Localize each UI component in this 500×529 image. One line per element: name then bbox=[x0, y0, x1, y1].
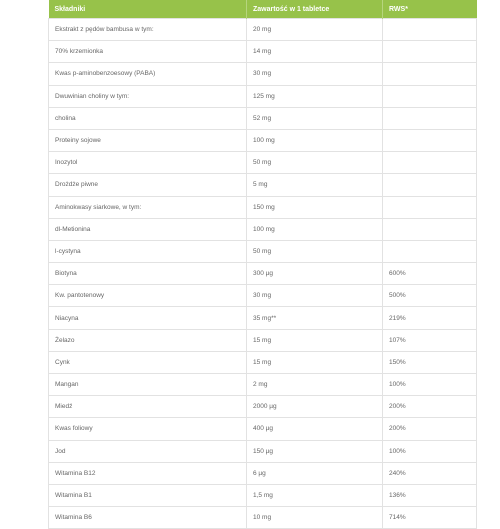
table-row bbox=[49, 85, 477, 107]
rws-cell bbox=[383, 152, 477, 174]
ingredient-cell: Kwas p-aminobenzoesowy (PABA) bbox=[49, 63, 247, 85]
rws-cell: 136% bbox=[383, 484, 477, 506]
table-row bbox=[49, 374, 477, 396]
ingredient-cell: Kw. pantotenowy bbox=[49, 285, 247, 307]
ingredient-cell: dl-Metionina bbox=[49, 218, 247, 240]
amount-cell: 150 mg bbox=[247, 196, 383, 218]
table-row bbox=[49, 263, 477, 285]
rws-cell: 200% bbox=[383, 418, 477, 440]
ingredient-cell: Dwuwinian choliny w tym: bbox=[49, 85, 247, 107]
ingredients-table bbox=[48, 0, 477, 529]
amount-cell: 20 mg bbox=[247, 19, 383, 41]
header-rws: RWS* bbox=[383, 0, 477, 19]
amount-cell: 30 mg bbox=[247, 63, 383, 85]
rws-cell bbox=[383, 174, 477, 196]
ingredient-cell: Witamina B12 bbox=[49, 462, 247, 484]
table-body bbox=[49, 19, 477, 529]
table-row bbox=[49, 351, 477, 373]
table-row bbox=[49, 63, 477, 85]
rws-cell bbox=[383, 63, 477, 85]
amount-cell: 100 mg bbox=[247, 129, 383, 151]
header-ingredients: Składniki bbox=[49, 0, 247, 19]
table-row bbox=[49, 196, 477, 218]
rws-cell: 107% bbox=[383, 329, 477, 351]
rws-cell: 240% bbox=[383, 462, 477, 484]
amount-cell: 1,5 mg bbox=[247, 484, 383, 506]
ingredient-cell: Inozytol bbox=[49, 152, 247, 174]
rws-cell bbox=[383, 41, 477, 63]
ingredient-cell: l-cystyna bbox=[49, 240, 247, 262]
amount-cell: 52 mg bbox=[247, 107, 383, 129]
table-row bbox=[49, 440, 477, 462]
amount-cell: 2 mg bbox=[247, 374, 383, 396]
rws-cell: 714% bbox=[383, 507, 477, 529]
rws-cell: 200% bbox=[383, 396, 477, 418]
rws-cell bbox=[383, 129, 477, 151]
rws-cell bbox=[383, 196, 477, 218]
table-row bbox=[49, 307, 477, 329]
ingredient-cell: Mangan bbox=[49, 374, 247, 396]
ingredient-cell: Aminokwasy siarkowe, w tym: bbox=[49, 196, 247, 218]
rws-cell: 500% bbox=[383, 285, 477, 307]
rws-cell: 600% bbox=[383, 263, 477, 285]
amount-cell: 10 mg bbox=[247, 507, 383, 529]
amount-cell: 14 mg bbox=[247, 41, 383, 63]
table-row bbox=[49, 285, 477, 307]
ingredient-cell: Witamina B1 bbox=[49, 484, 247, 506]
amount-cell: 2000 µg bbox=[247, 396, 383, 418]
ingredient-cell: Proteiny sojowe bbox=[49, 129, 247, 151]
ingredient-cell: Witamina B6 bbox=[49, 507, 247, 529]
rws-cell bbox=[383, 85, 477, 107]
table-row bbox=[49, 174, 477, 196]
table-row bbox=[49, 129, 477, 151]
table-row bbox=[49, 396, 477, 418]
rws-cell: 150% bbox=[383, 351, 477, 373]
amount-cell: 6 µg bbox=[247, 462, 383, 484]
amount-cell: 50 mg bbox=[247, 240, 383, 262]
table-row bbox=[49, 107, 477, 129]
amount-cell: 50 mg bbox=[247, 152, 383, 174]
table-row bbox=[49, 418, 477, 440]
ingredient-cell: Kwas foliowy bbox=[49, 418, 247, 440]
table-row bbox=[49, 329, 477, 351]
ingredient-cell: Żelazo bbox=[49, 329, 247, 351]
ingredient-cell: Niacyna bbox=[49, 307, 247, 329]
amount-cell: 400 µg bbox=[247, 418, 383, 440]
ingredient-cell: Drożdże piwne bbox=[49, 174, 247, 196]
amount-cell: 5 mg bbox=[247, 174, 383, 196]
amount-cell: 35 mg** bbox=[247, 307, 383, 329]
ingredient-cell: Biotyna bbox=[49, 263, 247, 285]
table-row bbox=[49, 240, 477, 262]
ingredient-cell: 70% krzemionka bbox=[49, 41, 247, 63]
amount-cell: 15 mg bbox=[247, 329, 383, 351]
table-row bbox=[49, 462, 477, 484]
rws-cell bbox=[383, 218, 477, 240]
ingredient-cell: Cynk bbox=[49, 351, 247, 373]
ingredient-cell: Ekstrakt z pędów bambusa w tym: bbox=[49, 19, 247, 41]
header-amount: Zawartość w 1 tabletce bbox=[247, 0, 383, 19]
rws-cell bbox=[383, 19, 477, 41]
rws-cell bbox=[383, 107, 477, 129]
table-row bbox=[49, 41, 477, 63]
rws-cell: 100% bbox=[383, 374, 477, 396]
table-row bbox=[49, 152, 477, 174]
amount-cell: 125 mg bbox=[247, 85, 383, 107]
amount-cell: 150 µg bbox=[247, 440, 383, 462]
table-row bbox=[49, 507, 477, 529]
rws-cell: 219% bbox=[383, 307, 477, 329]
amount-cell: 100 mg bbox=[247, 218, 383, 240]
amount-cell: 15 mg bbox=[247, 351, 383, 373]
ingredient-cell: cholina bbox=[49, 107, 247, 129]
amount-cell: 300 µg bbox=[247, 263, 383, 285]
ingredient-cell: Jod bbox=[49, 440, 247, 462]
ingredient-cell: Miedź bbox=[49, 396, 247, 418]
table-row bbox=[49, 19, 477, 41]
rws-cell bbox=[383, 240, 477, 262]
table-header bbox=[49, 0, 477, 19]
rws-cell: 100% bbox=[383, 440, 477, 462]
amount-cell: 30 mg bbox=[247, 285, 383, 307]
table-row bbox=[49, 218, 477, 240]
header-row bbox=[49, 0, 477, 19]
table-row bbox=[49, 484, 477, 506]
